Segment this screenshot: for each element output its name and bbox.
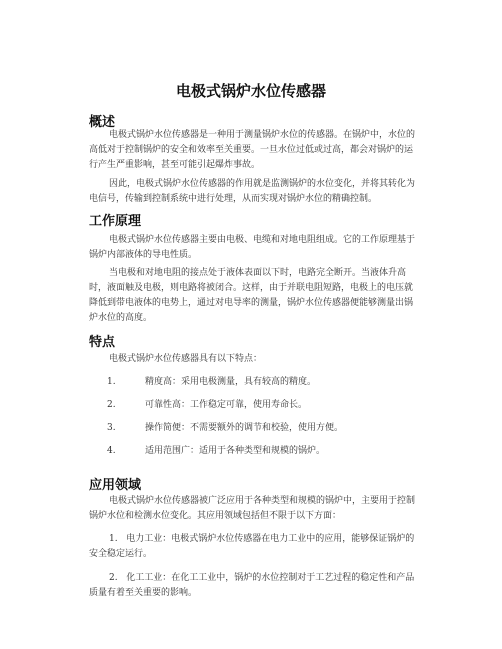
overview-paragraph-1: 电极式锅炉水位传感器是一种用于测量锅炉水位的传感器。在锅炉中，水位的高低对于控制锅炉的安全和效率至关重要。一旦水位过低或过高，都会对锅炉的运行产生严重影响，甚至可能引起爆炸事故。: [89, 130, 416, 170]
section-heading-principle: 工作原理: [89, 214, 142, 229]
document-title: 电极式锅炉水位传感器: [175, 82, 326, 100]
list-item: [89, 375, 419, 390]
list-item: [89, 571, 419, 601]
list-item-text: 化工工业：在化工工业中，锅炉的水位控制对于工艺过程的稳定性和产品质量有着至关重要的影响。: [89, 573, 415, 598]
applications-intro: 电极式锅炉水位传感器被广泛应用于各种类型和规模的锅炉中，主要用于控制锅炉水位和检测水位变化。其应用领域包括但不限于以下方面：: [89, 496, 416, 521]
list-item-text: 可靠性高：工作稳定可靠，使用寿命长。: [145, 400, 308, 410]
features-intro: 电极式锅炉水位传感器具有以下特点：: [109, 354, 263, 364]
list-item: [89, 444, 419, 459]
section-heading-applications: 应用领域: [89, 478, 142, 493]
list-item-number: 2.: [109, 573, 118, 583]
principle-paragraph-2: 当电极和对地电阻的接点处于液体表面以下时，电路完全断开。当液体升高时，液面触及电极，则电路将被闭合。这样，由于并联电阻短路，电极上的电压就降低到带电液体的电势上，通过对电导率的测量，锅炉水位传感器便能够测量出锅炉水位的高度。: [89, 268, 414, 323]
list-item-text: 电力工业：电极式锅炉水位传感器在电力工业中的应用，能够保证锅炉的安全稳定运行。: [89, 534, 415, 559]
list-item-text: 精度高：采用电极测量，具有较高的精度。: [145, 377, 317, 387]
principle-paragraph-1: 电极式锅炉水位传感器主要由电极、电缆和对地电阻组成。它的工作原理基于锅炉内部液体的导电性质。: [89, 235, 416, 260]
list-item-number: 4.: [107, 446, 116, 456]
list-item-number: 3.: [107, 423, 116, 433]
overview-paragraph-2: 因此，电极式锅炉水位传感器的作用就是监测锅炉的水位变化，并将其转化为电信号，传输到控制系统中进行处理，从而实现对锅炉水位的精确控制。: [89, 179, 416, 204]
list-item-number: 2.: [107, 400, 116, 410]
list-item-text: 操作简便：不需要额外的调节和校验，使用方便。: [145, 423, 344, 433]
list-item-number: 1.: [109, 534, 118, 544]
list-item: [89, 398, 419, 413]
section-heading-features: 特点: [89, 335, 116, 350]
list-item: [89, 532, 419, 562]
list-item: [89, 421, 419, 436]
list-item-number: 1.: [107, 377, 116, 387]
section-heading-overview: 概述: [89, 115, 116, 130]
list-item-text: 适用范围广：适用于各种类型和规模的锅炉。: [145, 446, 326, 456]
